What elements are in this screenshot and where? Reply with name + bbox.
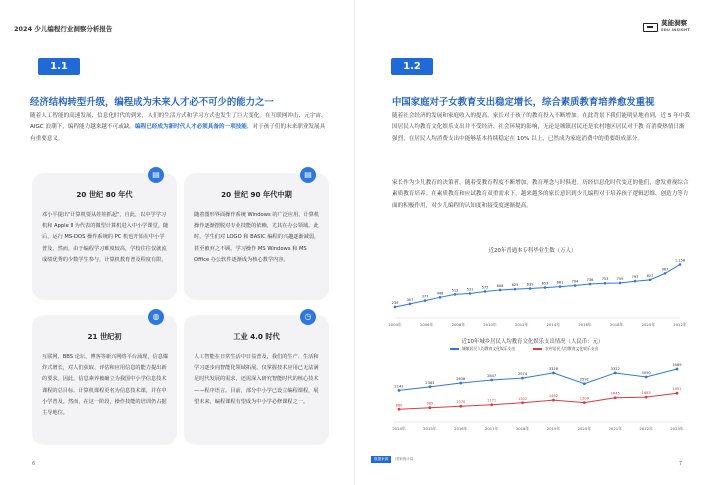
data-label: 753 bbox=[601, 277, 609, 282]
source-note bbox=[371, 456, 413, 463]
data-label: 307 bbox=[406, 297, 414, 302]
chart2-title: 近10年城乡居民人均教育文化娱乐支出情况（人民币：元） bbox=[461, 339, 604, 345]
data-label: 2383 bbox=[425, 380, 435, 385]
intro-highlight: 编程已经成为新时代人才必须具备的一项技能 bbox=[135, 124, 247, 131]
data-label: 1482 bbox=[548, 394, 559, 399]
data-point bbox=[484, 290, 487, 293]
data-label: 2974 bbox=[517, 372, 528, 377]
data-point bbox=[619, 282, 622, 285]
data-point bbox=[424, 299, 427, 302]
x-tick-label: 2014年 bbox=[392, 426, 406, 431]
data-label: 625 bbox=[511, 283, 519, 288]
data-label: 1302 bbox=[517, 396, 528, 401]
section-heading: 经济结构转型升级，编程成为未来人才必不可少的能力之一 bbox=[30, 97, 274, 108]
data-point bbox=[459, 382, 462, 385]
x-tick-label: 2018年 bbox=[515, 426, 530, 431]
data-label: 860 bbox=[395, 403, 403, 408]
data-point bbox=[604, 282, 607, 285]
x-tick-label: 2014年 bbox=[546, 322, 561, 327]
page-number: 6 bbox=[32, 461, 36, 467]
data-label: 377 bbox=[421, 294, 429, 299]
data-point bbox=[394, 306, 397, 309]
data-label: 2142 bbox=[394, 384, 404, 389]
data-point bbox=[645, 396, 648, 399]
data-label: 3589 bbox=[672, 363, 682, 368]
x-tick-label: 2023年 bbox=[670, 426, 684, 431]
data-label: 2847 bbox=[487, 373, 497, 378]
intro-text-2: ，对于孩子们的未来职业发展具有重要意义。 bbox=[30, 124, 326, 142]
data-point bbox=[469, 292, 472, 295]
x-tick-label: 2008年 bbox=[451, 322, 466, 327]
data-point bbox=[676, 392, 679, 395]
card-body: 邓小平提出"计算机要从娃娃抓起"，自此，以中学学习机和 Apple Ⅱ 为代表的微型计算机进入中小学课堂。随后，运行 MS-DOS 操作系统的 PC 机也开始在中小学普及。然而，由于编程学习难度较高，学校往往仅就流成绩优秀的少数学生参与，计算机教育普及程度有限。 bbox=[42, 212, 169, 263]
x-tick-label: 2020年 bbox=[641, 322, 656, 327]
data-label: 681 bbox=[556, 280, 564, 285]
data-point bbox=[428, 406, 431, 409]
intro-text-1: 随着人工智能的高速发展、信息化时代的到来，人们的生活方式和学习方式也发生了巨大变化。在互联网冲击、元宇宙、AIGC 浪潮下，编程能力越来越不可或缺。 bbox=[30, 113, 327, 131]
data-label: 1645 bbox=[610, 391, 620, 396]
page-number: 7 bbox=[678, 461, 682, 467]
data-point bbox=[521, 401, 524, 404]
window-icon: ▤ bbox=[300, 167, 316, 183]
intro-paragraph bbox=[30, 111, 330, 145]
section-heading: 中国家庭对子女教育支出稳定增长，综合素质教育培养愈发重视 bbox=[392, 97, 655, 108]
data-label: 704 bbox=[571, 279, 579, 284]
data-point bbox=[459, 405, 462, 408]
globe-icon: ◍ bbox=[148, 309, 164, 325]
data-label: 797 bbox=[631, 275, 639, 280]
x-tick-label: 2018年 bbox=[609, 322, 624, 327]
x-tick-label: 2016年 bbox=[454, 426, 468, 431]
brand-logo bbox=[643, 20, 690, 34]
data-label: 1683 bbox=[641, 391, 651, 396]
logo-name: 莫能洞察 bbox=[661, 19, 688, 27]
data-point bbox=[614, 396, 617, 399]
x-tick-label: 2022年 bbox=[639, 426, 653, 431]
data-label: 239 bbox=[391, 300, 399, 305]
data-label: 827 bbox=[646, 273, 654, 278]
data-point bbox=[559, 285, 562, 288]
data-point bbox=[649, 279, 652, 282]
data-label: 3322 bbox=[610, 366, 620, 371]
card-industry-4 bbox=[184, 312, 329, 445]
x-tick-label: 2016年 bbox=[578, 322, 592, 327]
x-tick-label: 2012年 bbox=[514, 322, 529, 327]
data-label: 759 bbox=[616, 276, 624, 281]
data-label: 1951 bbox=[672, 387, 682, 392]
legend-label-rural: 农村居民人均教育文化娱乐支出 bbox=[545, 346, 599, 351]
education-spending-chart bbox=[385, 352, 690, 436]
graduates-line-chart bbox=[385, 252, 690, 332]
data-label: 1171 bbox=[487, 398, 497, 403]
paragraph-1: 随着社会经济的发展和家庭收入的提高，家长对于孩子的教育投入不断增加。在此背景下我们能明显地看到，近 5 年中我国居民人均教育文化娱乐支出并不受经济、社会环境的影响，无论是城镇居民还是农村地区居民对于教 育消费热情日渐强烈，在居民人均消费支出中能够基本持续稳定在 10% 以上，已然成为家庭消费中的重要组成部分。 bbox=[392, 113, 690, 142]
logo-icon bbox=[643, 23, 658, 32]
data-point bbox=[583, 382, 586, 385]
x-tick-label: 2006年 bbox=[419, 322, 434, 327]
card-body: 人工智能在日常生活中日益普及，我们的生产、生活和学习逐步向智能化领域拓展。仅掌握技术应用已无法满足时代发展的需求，还需深入研究智能时代的核心技术——程序语言。目前，部分中小学已设立编程课程，展望未来，编程课程有望成为中小学必修课程之一。 bbox=[194, 354, 319, 405]
card-title: 21 世纪初 bbox=[87, 332, 122, 341]
data-point bbox=[552, 399, 555, 402]
card-title: 工业 4.0 时代 bbox=[233, 332, 280, 341]
data-label: 575 bbox=[481, 285, 489, 290]
chart1-title: 近20年普通本专科毕业生数（万人） bbox=[488, 248, 577, 254]
data-point bbox=[583, 401, 586, 404]
data-point bbox=[529, 287, 532, 290]
card-title: 20 世纪 80 年代 bbox=[76, 190, 133, 199]
card-1980s bbox=[32, 170, 177, 300]
data-point bbox=[679, 263, 682, 266]
data-point bbox=[645, 376, 648, 379]
window-icon: ▤ bbox=[148, 167, 164, 183]
data-point bbox=[589, 283, 592, 286]
document-title: 2024 少儿编程行业洞察分析报告 bbox=[14, 25, 113, 33]
data-point bbox=[614, 372, 617, 375]
data-label: 3328 bbox=[548, 366, 559, 371]
data-label: 969 bbox=[426, 401, 434, 406]
data-point bbox=[514, 288, 517, 291]
logo-text bbox=[661, 20, 690, 34]
legend-swatch-rural bbox=[533, 348, 542, 350]
data-label: 531 bbox=[466, 287, 474, 292]
legend-label-urban: 城镇居民人均教育文化娱乐支出 bbox=[462, 346, 516, 351]
x-tick-label: 2021年 bbox=[608, 426, 622, 431]
data-point bbox=[428, 385, 431, 388]
data-point bbox=[544, 286, 547, 289]
card-body: 互联网、BBS 论坛、博客等新兴网络平台涌现，信息爆炸式增长，对人们获取、评估和应用信息的能力提出新的要求。因此，信息素养被确立为我国中小学信息技术课程的总目标。计算机课程更名为信息技术课，并在中小学普及。然而，在这一阶段，操作技能的培训仍占据主导地位。 bbox=[42, 354, 169, 417]
data-point bbox=[398, 389, 401, 392]
data-label: 1309 bbox=[579, 396, 589, 401]
data-label: 1070 bbox=[456, 400, 466, 405]
right-page bbox=[355, 0, 710, 485]
legend-swatch-urban bbox=[450, 348, 459, 350]
series-line bbox=[395, 265, 680, 307]
data-point bbox=[664, 272, 667, 275]
section-badge: 1.2 bbox=[391, 58, 433, 75]
card-body: 随着图形界面操作系统 Windows 的广泛应用，计算机操作逐渐摆脱对专业技能的依赖，尤其在办公领域。此时，学生们对 LOGO 和 BASIC 编程的兴趣逐渐减弱，甚至被弃之不顾。学习操作 MS Windows 和 MS Office 办公软件逐渐成为核心教学内容。 bbox=[194, 212, 320, 263]
x-tick-label: 2022年 bbox=[673, 322, 687, 327]
data-point bbox=[490, 403, 493, 406]
card-2000s bbox=[32, 312, 177, 445]
x-tick-label: 2015年 bbox=[423, 426, 437, 431]
data-point bbox=[490, 379, 493, 382]
source-text: 国家统计局 bbox=[395, 457, 414, 461]
data-point bbox=[574, 284, 577, 287]
series-line-1 bbox=[399, 393, 677, 409]
card-title: 20 世纪 90 年代中期 bbox=[221, 190, 292, 199]
data-point bbox=[409, 303, 412, 306]
logo-subtitle: EDU INSIGHT bbox=[661, 28, 690, 32]
paragraph-2: 家长作为少儿教育的决策者，随着受教育程度不断增加，教育理念与时俱进。历经信息化时代变迁的他们，愈发重视综合素质教育培养。在素质教育和应试教育双重需求下，越来越多的家长意识到少儿编程对于培养孩子逻辑思维、创造力等方面的积极作用，对少儿编程的认知度和接受度逐渐提高。 bbox=[392, 180, 689, 209]
x-tick-label: 2020年 bbox=[577, 426, 592, 431]
clock-icon: ◷ bbox=[300, 309, 316, 325]
card-1990s bbox=[184, 170, 329, 300]
data-point bbox=[439, 296, 442, 299]
data-label: 1,158 bbox=[674, 258, 686, 263]
data-point bbox=[552, 371, 555, 374]
data-point bbox=[454, 293, 457, 296]
source-tag: 数据来源 bbox=[371, 456, 391, 463]
x-tick-label: 2017年 bbox=[484, 426, 499, 431]
data-label: 448 bbox=[436, 291, 444, 296]
x-tick-label: 2010年 bbox=[483, 322, 497, 327]
data-label: 2592 bbox=[579, 377, 589, 382]
x-tick-label: 2004年 bbox=[388, 322, 402, 327]
data-label: 608 bbox=[496, 283, 504, 288]
section-badge: 1.1 bbox=[38, 58, 80, 75]
data-label: 3050 bbox=[641, 370, 651, 375]
data-label: 639 bbox=[526, 282, 534, 287]
data-point bbox=[398, 408, 401, 411]
data-label: 512 bbox=[451, 288, 459, 293]
data-label: 736 bbox=[586, 278, 594, 283]
x-tick-label: 2019年 bbox=[546, 426, 561, 431]
data-label: 659 bbox=[541, 281, 549, 286]
data-label: 967 bbox=[661, 267, 669, 272]
data-label: 2638 bbox=[456, 377, 466, 382]
data-point bbox=[499, 289, 502, 292]
data-point bbox=[676, 368, 679, 371]
data-point bbox=[521, 377, 524, 380]
data-point bbox=[634, 280, 637, 283]
